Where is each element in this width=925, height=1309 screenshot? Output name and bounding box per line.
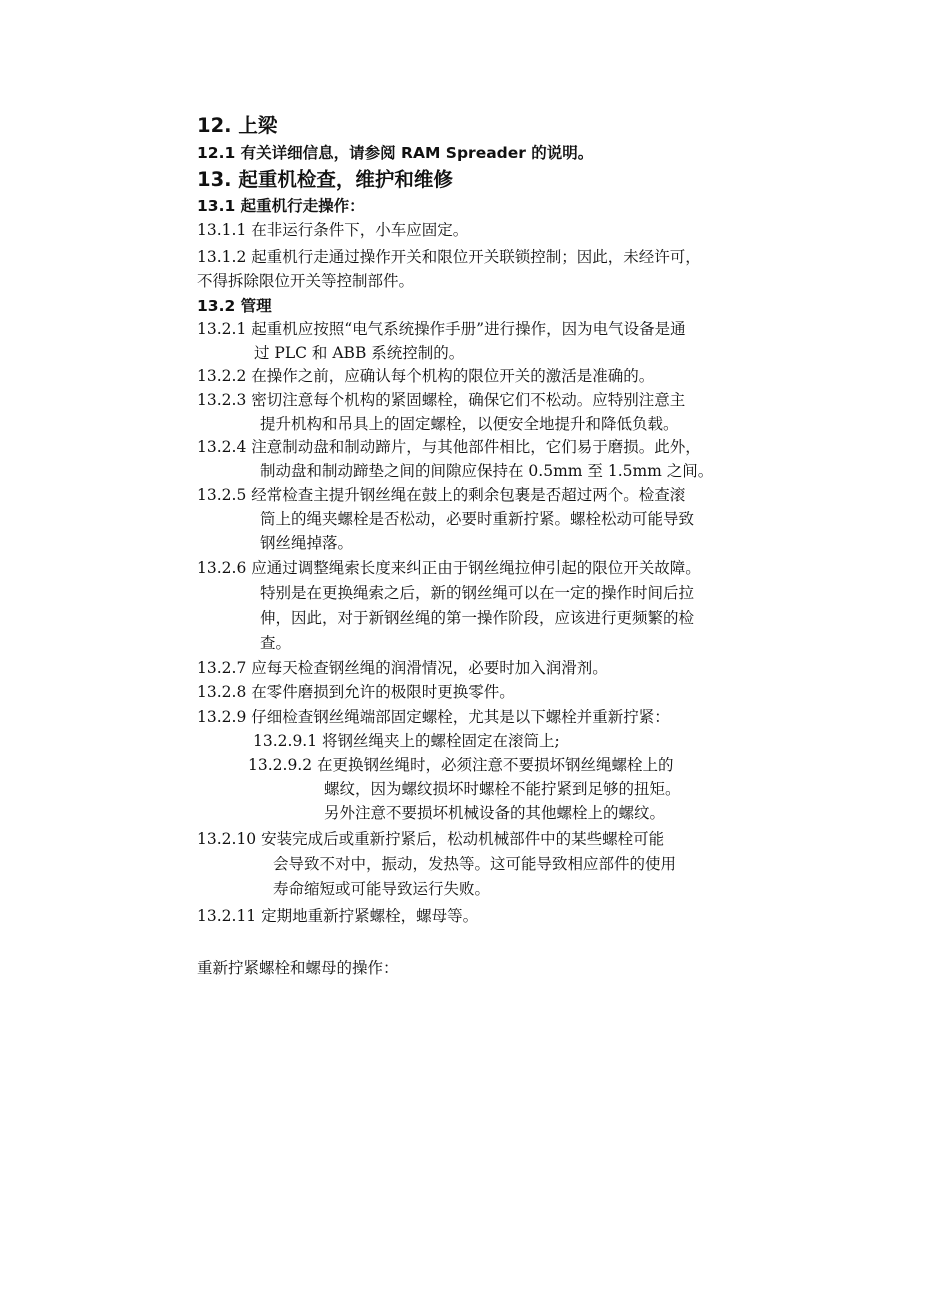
item-13-2-11: 13.2.11 定期地重新拧紧螺栓，螺母等。 <box>197 907 479 925</box>
item-13-2-9-2-line3: 另外注意不要损坏机械设备的其他螺栓上的螺纹。 <box>324 804 666 822</box>
item-13-2-8: 13.2.8 在零件磨损到允许的极限时更换零件。 <box>197 683 515 701</box>
item-13-2-5-line2: 筒上的绳夹螺栓是否松动，必要时重新拧紧。螺栓松动可能导致 <box>260 510 695 528</box>
paragraph-13-1-2-line2: 不得拆除限位开关等控制部件。 <box>197 272 415 290</box>
subheading-13-1: 13.1 起重机行走操作： <box>197 197 365 215</box>
subheading-13-2: 13.2 管理 <box>197 297 272 315</box>
item-13-2-10-line1: 13.2.10 安装完成后或重新拧紧后，松动机械部件中的某些螺栓可能 <box>197 830 665 848</box>
item-13-2-1-line1: 13.2.1 起重机应按照“电气系统操作手册”进行操作，因为电气设备是通 <box>197 320 686 338</box>
paragraph-13-1-2-line1: 13.1.2 起重机行走通过操作开关和限位开关联锁控制；因此，未经许可， <box>197 248 701 266</box>
item-13-2-2: 13.2.2 在操作之前，应确认每个机构的限位开关的激活是准确的。 <box>197 367 655 385</box>
item-13-2-4-line1: 13.2.4 注意制动盘和制动蹄片，与其他部件相比，它们易于磨损。此外， <box>197 438 701 456</box>
item-13-2-9: 13.2.9 仔细检查钢丝绳端部固定螺栓，尤其是以下螺栓并重新拧紧： <box>197 708 670 726</box>
item-13-2-6-line4: 查。 <box>260 634 292 652</box>
item-13-2-7: 13.2.7 应每天检查钢丝绳的润滑情况，必要时加入润滑剂。 <box>197 659 608 677</box>
item-13-2-9-2-line1: 13.2.9.2 在更换钢丝绳时，必须注意不要损坏钢丝绳螺栓上的 <box>248 756 674 774</box>
item-13-2-6-line1: 13.2.6 应通过调整绳索长度来纠正由于钢丝绳拉伸引起的限位开关故障。 <box>197 559 701 577</box>
item-13-2-6-line3: 伸，因此，对于新钢丝绳的第一操作阶段，应该进行更频繁的检 <box>260 609 695 627</box>
item-13-2-9-1: 13.2.9.1 将钢丝绳夹上的螺栓固定在滚筒上; <box>253 732 560 750</box>
item-13-2-3-line2: 提升机构和吊具上的固定螺栓，以便安全地提升和降低负载。 <box>260 415 679 433</box>
item-13-2-1-line2: 过 PLC 和 ABB 系统控制的。 <box>254 344 465 362</box>
item-13-2-9-2-line2: 螺纹，因为螺纹损坏时螺栓不能拧紧到足够的扭矩。 <box>324 780 681 798</box>
item-13-2-3-line1: 13.2.3 密切注意每个机构的紧固螺栓，确保它们不松动。应特别注意主 <box>197 391 686 409</box>
paragraph-13-1-1: 13.1.1 在非运行条件下，小车应固定。 <box>197 221 469 239</box>
item-13-2-5-line1: 13.2.5 经常检查主提升钢丝绳在鼓上的剩余包裹是否超过两个。检查滚 <box>197 486 686 504</box>
heading-13: 13. 起重机检查，维护和维修 <box>197 168 453 191</box>
item-13-2-6-line2: 特别是在更换绳索之后，新的钢丝绳可以在一定的操作时间后拉 <box>260 584 695 602</box>
item-13-2-10-line2: 会导致不对中，振动，发热等。这可能导致相应部件的使用 <box>273 855 677 873</box>
subheading-12-1: 12.1 有关详细信息，请参阅 RAM Spreader 的说明。 <box>197 144 594 162</box>
item-13-2-4-line2: 制动盘和制动蹄垫之间的间隙应保持在 0.5mm 至 1.5mm 之间。 <box>260 462 714 480</box>
trailing-heading: 重新拧紧螺栓和螺母的操作： <box>197 959 399 977</box>
item-13-2-10-line3: 寿命缩短或可能导致运行失败。 <box>273 880 491 898</box>
item-13-2-5-line3: 钢丝绳掉落。 <box>260 534 354 552</box>
heading-12: 12. 上梁 <box>197 114 278 137</box>
